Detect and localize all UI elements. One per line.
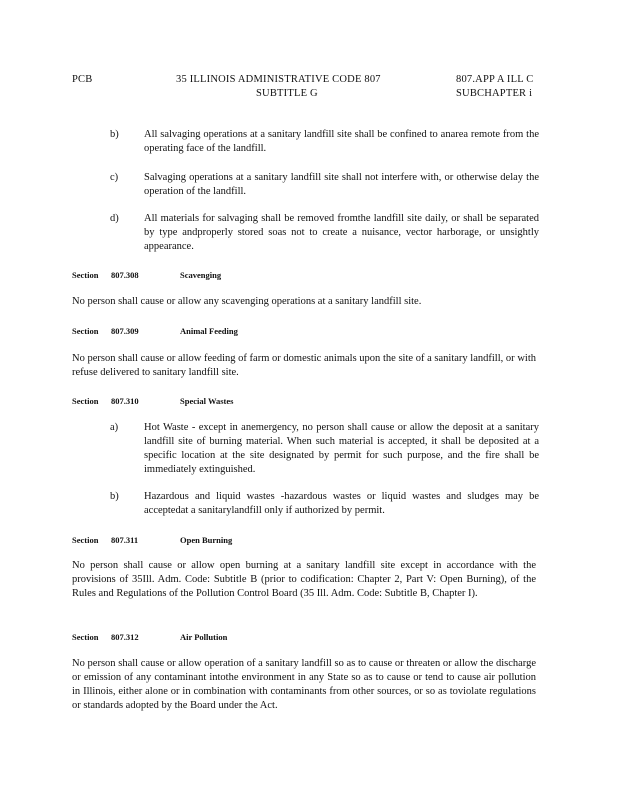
item-label: d)	[110, 213, 119, 224]
section-heading	[72, 535, 233, 545]
section-word: Section	[72, 396, 99, 406]
section-paragraph: No person shall cause or allow any scavenging operations at a sanitary landfill site.	[72, 296, 422, 307]
section-paragraph: No person shall cause or allow open burning at a sanitary landfill site except in accordance with the provisions of 35Ill. Adm. Code: Subtitle B (prior to codification: Chapter 2, Part V: Open Burning), of the Rules and Regulations of the Pollution Control Board (35 Ill. Adm. Code: Subtitle B, Chapter I).	[72, 560, 536, 599]
item-label: b)	[110, 491, 119, 502]
section-number: 807.310	[111, 396, 139, 406]
header-right-line1: 807.APP A ILL C	[456, 74, 534, 85]
header-right-line2: SUBCHAPTER i	[456, 88, 533, 99]
section-title: Animal Feeding	[180, 326, 238, 336]
section-paragraph: No person shall cause or allow feeding of farm or domestic animals upon the site of a sanitary landfill, or with refuse delivered to sanitary landfill site.	[72, 353, 536, 378]
section-heading	[72, 270, 222, 280]
item-label: b)	[110, 129, 119, 140]
section-title: Special Wastes	[180, 396, 234, 406]
item-label: a)	[110, 422, 119, 433]
header-center-line1: 35 ILLINOIS ADMINISTRATIVE CODE 807	[176, 74, 381, 85]
section-paragraph: No person shall cause or allow operation of a sanitary landfill so as to cause or threaten or allow the discharge or emission of any contaminant intothe environment in any State so as to cause or tend to cause air pollution in Illinois, either alone or in combination with contaminants from other sources, or so as toviolate regulations or standards adopted by the Board under the Act.	[72, 658, 536, 711]
section-number: 807.312	[111, 632, 139, 642]
item-text: Hazardous and liquid wastes -hazardous wastes or liquid wastes and sludges may be acceptedat a sanitarylandfill only if authorized by permit.	[144, 491, 539, 516]
section-heading	[72, 396, 234, 406]
section-title: Air Pollution	[180, 632, 228, 642]
section-word: Section	[72, 270, 99, 280]
section-number: 807.308	[111, 270, 139, 280]
section-word: Section	[72, 632, 99, 642]
header-center-line2: SUBTITLE G	[256, 88, 318, 99]
section-heading	[72, 632, 228, 642]
section-heading	[72, 326, 238, 336]
item-text: Hot Waste - except in anemergency, no person shall cause or allow the deposit at a sanitary landfill site of burning material. When such material is accepted, it shall be deposited at a specific location at the site designated by permit for such purpose, and the fire shall be immediately extinguished.	[144, 422, 539, 475]
section-word: Section	[72, 535, 99, 545]
section-number: 807.311	[111, 535, 139, 545]
section-word: Section	[72, 326, 99, 336]
item-text: All salvaging operations at a sanitary landfill site shall be confined to anarea remote from the operating face of the landfill.	[144, 129, 539, 154]
item-text: All materials for salvaging shall be removed fromthe landfill site daily, or shall be separated by type andproperly stored soas not to create a nuisance, vector harborage, or unsightly appearance.	[144, 213, 539, 252]
section-title: Open Burning	[180, 535, 233, 545]
item-label: c)	[110, 172, 119, 183]
header-left: PCB	[72, 74, 93, 85]
item-text: Salvaging operations at a sanitary landfill site shall not interfere with, or otherwise delay the operation of the landfill.	[144, 172, 539, 197]
section-title: Scavenging	[180, 270, 222, 280]
section-number: 807.309	[111, 326, 139, 336]
